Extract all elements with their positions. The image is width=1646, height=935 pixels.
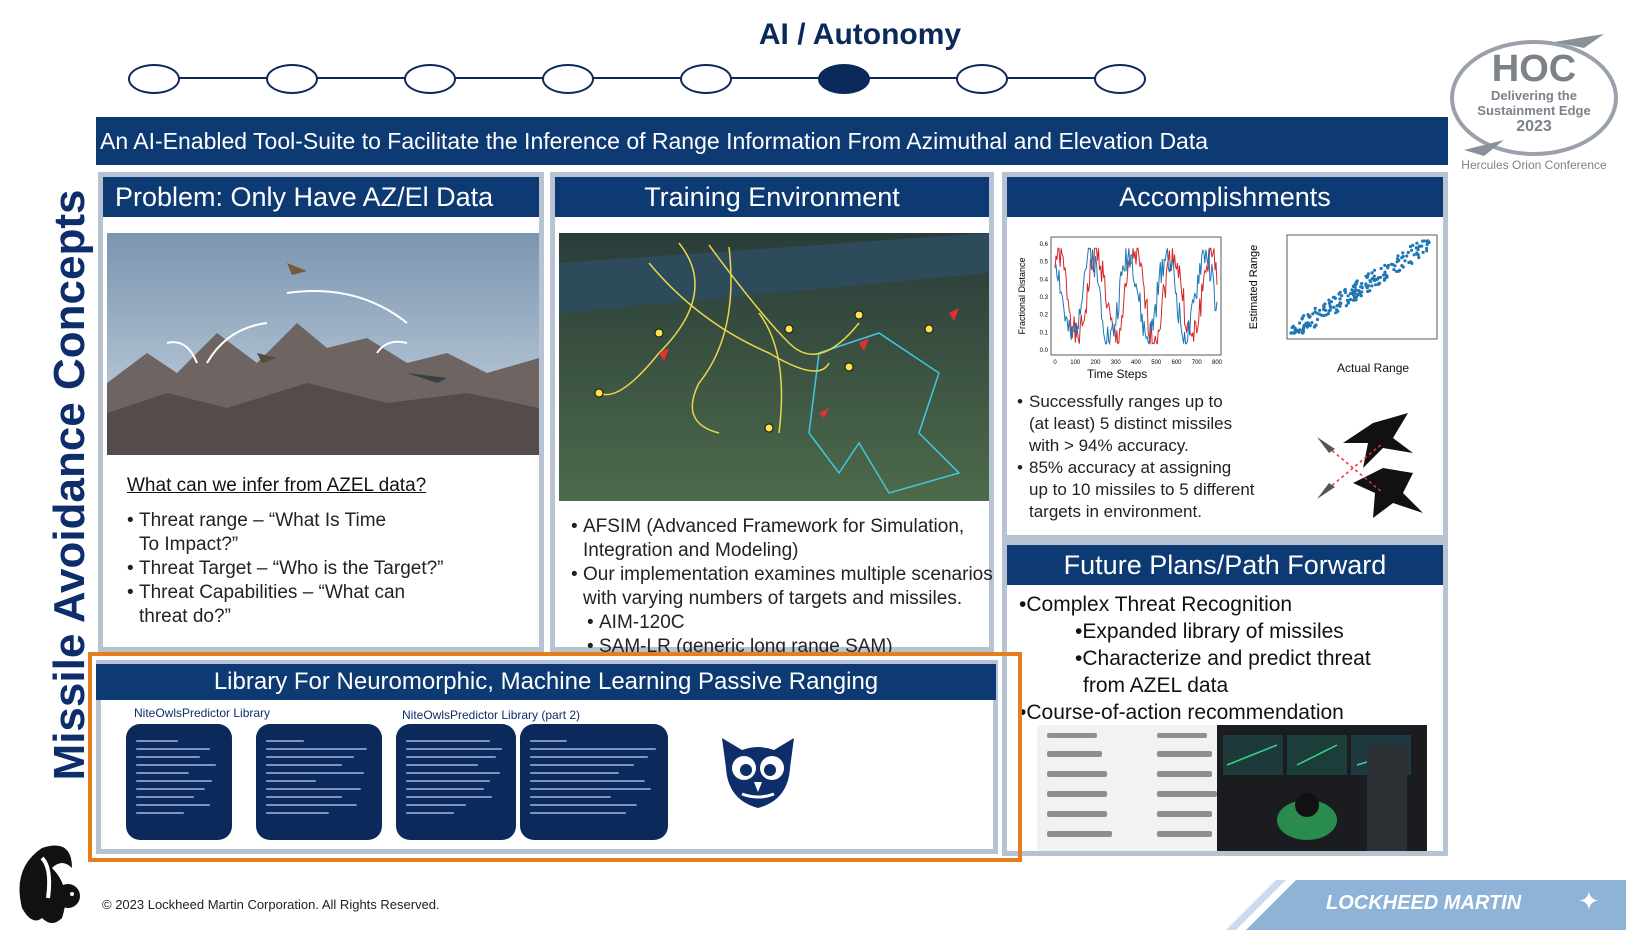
training-heading: Training Environment <box>555 177 989 217</box>
future-heading: Future Plans/Path Forward <box>1007 545 1443 585</box>
scatter-point <box>1410 262 1413 265</box>
time-series-xlabel: Time Steps <box>1087 367 1148 381</box>
scatter-point <box>1301 330 1304 333</box>
training-bullet-1: • AFSIM (Advanced Framework for Simulation, <box>571 515 1001 539</box>
scatter-point <box>1324 309 1327 312</box>
timeline-node-1[interactable] <box>128 64 180 94</box>
x-tick-label: 800 <box>1211 360 1223 366</box>
acc-bullet-1-cont-a: (at least) 5 distinct missiles <box>1029 414 1233 433</box>
scatter-point <box>1349 292 1352 295</box>
scatter-point <box>1383 264 1386 267</box>
x-tick-label: 200 <box>1090 360 1101 366</box>
problem-bullet-3-cont: threat do?” <box>139 606 231 627</box>
scatter-point <box>1377 276 1380 279</box>
problem-bullets <box>127 509 527 629</box>
scatter-point <box>1360 282 1363 285</box>
scatter-point <box>1356 279 1359 282</box>
training-sub-bullet-1: • AIM-120C <box>571 611 1001 635</box>
y-tick-label: 0.6 <box>1039 242 1048 248</box>
scatter-point <box>1300 317 1303 320</box>
y-tick-label: 0.0 <box>1039 348 1048 354</box>
problem-question: What can we infer from AZEL data? <box>127 475 427 496</box>
series-line <box>1055 248 1217 343</box>
scatter-point <box>1313 325 1316 328</box>
scatter-point <box>1289 331 1292 334</box>
slide-title: AI / Autonomy <box>758 18 962 51</box>
scatter-point <box>1373 269 1376 272</box>
scatter-point <box>1400 264 1403 267</box>
library-label-2: NiteOwlsPredictor Library (part 2) <box>402 708 581 722</box>
problem-bullet-3: • Threat Capabilities – “What can <box>127 581 527 605</box>
library-doc-2[interactable] <box>256 724 382 840</box>
scatter-point <box>1334 297 1337 300</box>
future-list <box>1019 591 1449 726</box>
scatter-point <box>1367 272 1370 275</box>
scatter-point <box>1298 321 1301 324</box>
hoc-acronym: HOC <box>1491 48 1577 90</box>
library-heading: Library For Neuromorphic, Machine Learning Passive Ranging <box>96 664 996 700</box>
scatter-point <box>1349 298 1352 301</box>
scatter-point <box>1407 261 1410 264</box>
y-tick-label: 0.1 <box>1039 330 1048 337</box>
scatter-point <box>1405 254 1408 257</box>
scatter-point <box>1417 256 1420 259</box>
scatter-point <box>1327 299 1330 302</box>
x-tick-label: 600 <box>1171 360 1182 366</box>
scatter-point <box>1340 294 1343 297</box>
scatter-point <box>1396 257 1399 260</box>
scatter-point <box>1355 293 1358 296</box>
problem-heading: Problem: Only Have AZ/El Data <box>103 177 539 217</box>
scatter-point <box>1332 306 1335 309</box>
jets-graphic <box>1313 413 1433 523</box>
vertical-title-text: Missile Avoidance Concepts <box>45 189 94 781</box>
scatter-point <box>1359 294 1362 297</box>
x-tick-label: 0 <box>1053 360 1057 366</box>
scatter-xlabel: Actual Range <box>1337 361 1410 375</box>
scatter-point <box>1407 251 1410 254</box>
copyright: © 2023 Lockheed Martin Corporation. All Rights Reserved. <box>102 897 440 912</box>
acc-bullet-1-cont-b: with > 94% accuracy. <box>1029 436 1189 455</box>
scatter-point <box>1358 291 1361 294</box>
y-axis-label: Estimated Range <box>1248 244 1260 330</box>
problem-panel <box>98 172 544 652</box>
future-item-2: •Expanded library of missiles <box>1075 620 1344 643</box>
scatter-point <box>1422 251 1425 254</box>
scatter-point <box>1425 247 1428 250</box>
future-item-3-cont: from AZEL data <box>1083 674 1229 697</box>
scatter-point <box>1383 277 1386 280</box>
future-item-4: •Course-of-action recommendation <box>1019 701 1344 724</box>
acc-bullet-2-cont-b: targets in environment. <box>1029 502 1202 521</box>
scatter-point <box>1352 293 1355 296</box>
problem-bullet-2: • Threat Target – “Who is the Target?” <box>127 557 527 581</box>
scatter-point <box>1403 259 1406 262</box>
scatter-point <box>1360 285 1363 288</box>
scatter-point <box>1396 254 1399 257</box>
scatter-point <box>1383 271 1386 274</box>
scatter-point <box>1325 313 1328 316</box>
scatter-point <box>1339 291 1342 294</box>
training-image <box>559 233 989 501</box>
training-bullet-2-cont: with varying numbers of targets and missiles. <box>583 588 963 609</box>
y-tick-label: 0.5 <box>1039 259 1048 266</box>
library-doc-3[interactable] <box>396 724 516 840</box>
hoc-conference-name: Hercules Orion Conference <box>1461 158 1607 172</box>
future-panel <box>1002 540 1448 856</box>
problem-bullet-1: • Threat range – “What Is Time <box>127 509 527 533</box>
scatter-point <box>1396 260 1399 263</box>
scatter-point <box>1410 249 1413 252</box>
hoc-tagline-2: Sustainment Edge <box>1477 103 1591 118</box>
training-panel <box>550 172 994 657</box>
training-bullets <box>571 515 1001 659</box>
scatter-point <box>1310 321 1313 324</box>
accomplishments-panel <box>1002 172 1448 540</box>
timeline-node-3[interactable] <box>404 64 456 94</box>
scatter-point <box>1355 282 1358 285</box>
main-banner: An AI-Enabled Tool-Suite to Facilitate the Inference of Range Information From Azimuthal and Elevation Data <box>96 117 1448 165</box>
skunk-works-logo <box>12 838 92 928</box>
y-axis-label: Fractional Distance <box>1017 257 1027 335</box>
acc-bullet-2: • 85% accuracy at assigning <box>1017 457 1287 479</box>
star-icon: ✦ <box>1578 886 1600 916</box>
scatter-point <box>1366 286 1369 289</box>
acc-bullet-2-cont-a: up to 10 missiles to 5 different <box>1029 480 1255 499</box>
scatter-point <box>1374 283 1377 286</box>
hoc-year: 2023 <box>1516 118 1552 135</box>
scatter-point <box>1386 265 1389 268</box>
scatter-point <box>1344 291 1347 294</box>
scatter-point <box>1328 302 1331 305</box>
x-tick-label: 400 <box>1130 360 1142 366</box>
scatter-point <box>1329 309 1332 312</box>
future-item-1: •Complex Threat Recognition <box>1019 593 1293 616</box>
scatter-point <box>1346 299 1349 302</box>
timeline-node-2[interactable] <box>266 64 318 94</box>
scatter-point <box>1302 314 1305 317</box>
y-tick-label: 0.2 <box>1039 312 1048 319</box>
scatter-point <box>1371 277 1374 280</box>
scatter-point <box>1314 307 1317 310</box>
scatter-point <box>1418 245 1421 248</box>
accomplishments-bullets <box>1017 391 1287 523</box>
scatter-point <box>1364 275 1367 278</box>
scatter-point <box>1400 256 1403 259</box>
timeline-node-4[interactable] <box>542 64 594 94</box>
operations-room-image <box>1217 725 1427 851</box>
scatter-point <box>1382 273 1385 276</box>
training-sub-bullet-2: • SAM-LR (generic long range SAM) <box>571 635 1001 659</box>
timeline-node-7[interactable] <box>956 64 1008 94</box>
scatter-point <box>1298 331 1301 334</box>
scatter-point <box>1370 271 1373 274</box>
timeline-node-5[interactable] <box>680 64 732 94</box>
lockheed-martin-logo <box>1206 880 1626 930</box>
problem-image <box>107 233 539 455</box>
training-bullet-1-cont: Integration and Modeling) <box>583 540 799 561</box>
scatter-point <box>1308 315 1311 318</box>
scatter-point <box>1338 297 1341 300</box>
range-scatter-chart <box>1243 229 1443 359</box>
y-tick-label: 0.4 <box>1039 277 1048 284</box>
accomplishments-heading: Accomplishments <box>1007 177 1443 217</box>
scatter-point <box>1318 309 1321 312</box>
training-bullet-2: • Our implementation examines multiple scenarios <box>571 563 1001 587</box>
acc-bullet-1: • Successfully ranges up to <box>1017 391 1287 413</box>
scatter-point <box>1398 269 1401 272</box>
library-doc-4[interactable] <box>520 724 668 840</box>
scatter-point <box>1350 288 1353 291</box>
scatter-point <box>1386 275 1389 278</box>
scatter-point <box>1401 251 1404 254</box>
missile-library-image <box>1037 725 1237 851</box>
scatter-point <box>1393 264 1396 267</box>
scatter-point <box>1302 324 1305 327</box>
scatter-point <box>1373 275 1376 278</box>
scatter-point <box>1347 294 1350 297</box>
x-tick-label: 700 <box>1191 360 1202 366</box>
future-item-3: •Characterize and predict threat <box>1075 647 1371 670</box>
scatter-point <box>1413 253 1416 256</box>
scatter-point <box>1329 304 1332 307</box>
scatter-point <box>1364 282 1367 285</box>
scatter-point <box>1416 253 1419 256</box>
lockheed-martin-wordmark: LOCKHEED MARTIN <box>1326 892 1522 914</box>
hoc-logo <box>1444 30 1624 170</box>
scatter-point <box>1380 267 1383 270</box>
scatter-point <box>1377 283 1380 286</box>
scatter-point <box>1421 240 1424 243</box>
scatter-point <box>1294 329 1297 332</box>
scatter-point <box>1409 245 1412 248</box>
scatter-point <box>1415 242 1418 245</box>
x-tick-label: 100 <box>1070 360 1081 366</box>
hoc-tagline-1: Delivering the <box>1491 88 1577 103</box>
library-doc-1[interactable] <box>126 724 232 840</box>
y-tick-label: 0.3 <box>1039 295 1048 301</box>
scatter-point <box>1366 290 1369 293</box>
scatter-point <box>1370 284 1373 287</box>
problem-bullet-1-cont: To Impact?” <box>139 534 239 555</box>
owl-icon <box>716 728 800 812</box>
x-tick-label: 500 <box>1151 360 1162 366</box>
scatter-point <box>1337 304 1340 307</box>
x-tick-label: 300 <box>1110 360 1121 366</box>
scatter-point <box>1316 318 1319 321</box>
timeline-node-6-active[interactable] <box>818 64 870 94</box>
time-series-chart <box>1013 229 1233 379</box>
scatter-point <box>1345 304 1348 307</box>
scatter-point <box>1314 310 1317 313</box>
scatter-point <box>1392 268 1395 271</box>
scatter-point <box>1335 308 1338 311</box>
timeline-node-8[interactable] <box>1094 64 1146 94</box>
scatter-point <box>1355 298 1358 301</box>
library-label-1: NiteOwlsPredictor Library <box>134 706 271 720</box>
scatter-point <box>1292 325 1295 328</box>
scatter-point <box>1427 239 1430 242</box>
